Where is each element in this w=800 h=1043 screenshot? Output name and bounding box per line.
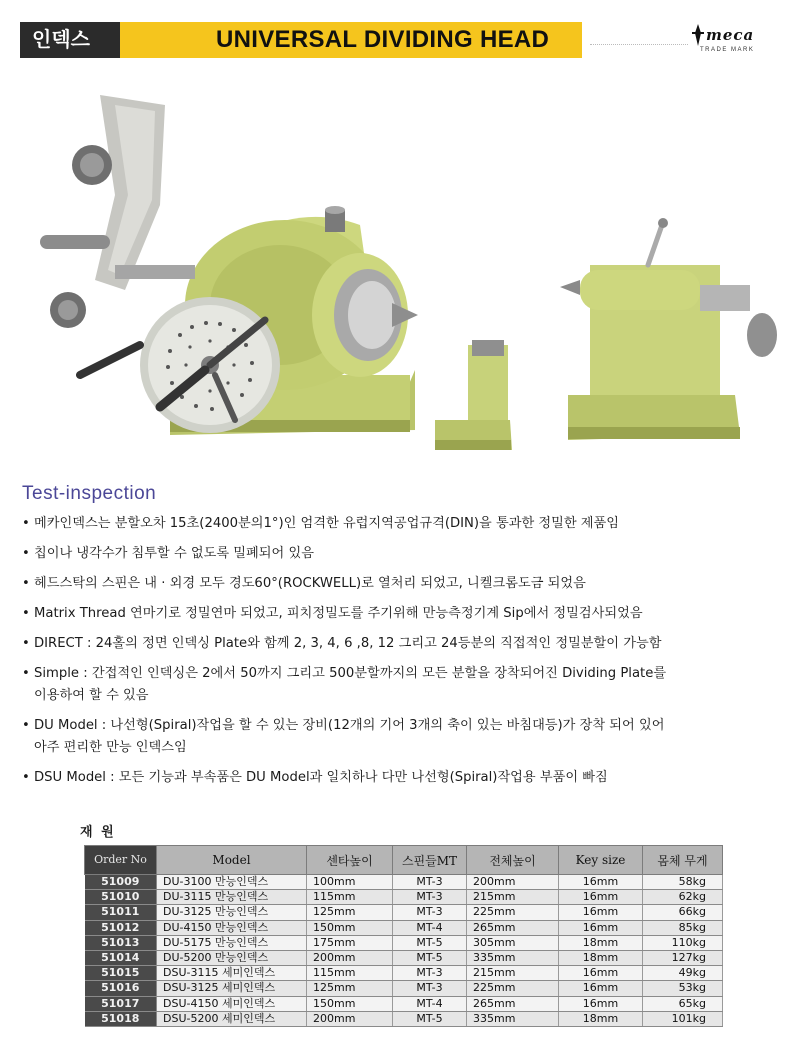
total-height-cell: 265mm xyxy=(467,996,559,1011)
list-item: • DSU Model : 모든 기능과 부속품은 DU Model과 일치하나 다만 나선형(Spiral)작업용 부품이 빠짐 xyxy=(22,767,782,789)
center-height-cell: 150mm xyxy=(307,996,393,1011)
weight-cell: 110kg xyxy=(643,935,723,950)
spindle-mt-cell: MT-4 xyxy=(393,920,467,935)
support-stand xyxy=(435,340,512,450)
list-item: • 헤드스탁의 스핀은 내 · 외경 모두 경도60°(ROCKWELL)로 열처리 되었고, 니켈크롬도금 되었음 xyxy=(22,573,782,595)
center-height-cell: 125mm xyxy=(307,905,393,920)
total-height-cell: 225mm xyxy=(467,981,559,996)
page-title: UNIVERSAL DIVIDING HEAD xyxy=(120,22,582,58)
tailstock-unit xyxy=(560,218,777,440)
spindle-mt-cell: MT-4 xyxy=(393,996,467,1011)
list-item: • 메카인덱스는 분할오차 15초(2400분의1°)인 엄격한 유럽지역공업규격(DIN)을 통과한 정밀한 제품임 xyxy=(22,513,782,535)
table-row xyxy=(85,875,723,890)
key-size-cell: 16mm xyxy=(559,905,643,920)
logo-wordmark: meca xyxy=(706,26,755,44)
total-height-cell: 215mm xyxy=(467,890,559,905)
table-row xyxy=(85,935,723,950)
model-cell: DSU-4150 세미인덱스 xyxy=(157,996,307,1011)
section-title: Test-inspection xyxy=(22,483,157,504)
weight-cell: 127kg xyxy=(643,950,723,965)
weight-cell: 101kg xyxy=(643,1011,723,1026)
specs-table xyxy=(84,845,723,1027)
header-divider xyxy=(590,44,688,45)
spindle-mt-cell: MT-5 xyxy=(393,1011,467,1026)
order-no-cell: 51012 xyxy=(85,920,157,935)
column-header-spindle-mt: 스핀들MT xyxy=(393,846,467,875)
center-height-cell: 200mm xyxy=(307,1011,393,1026)
key-size-cell: 18mm xyxy=(559,935,643,950)
weight-cell: 62kg xyxy=(643,890,723,905)
model-cell: DU-3100 만능인덱스 xyxy=(157,875,307,890)
key-size-cell: 18mm xyxy=(559,950,643,965)
list-item: • Matrix Thread 연마기로 정밀연마 되었고, 피치정밀도를 주기위해 만능측정기계 Sip에서 정밀검사되었음 xyxy=(22,603,782,625)
spindle-mt-cell: MT-3 xyxy=(393,905,467,920)
page-header xyxy=(20,22,582,87)
specs-heading: 재 원 xyxy=(80,825,116,840)
key-size-cell: 16mm xyxy=(559,890,643,905)
table-row xyxy=(85,966,723,981)
logo-pen-icon xyxy=(690,24,706,46)
order-no-cell: 51017 xyxy=(85,996,157,1011)
list-item: • Simple : 간접적인 인덱싱은 2에서 50까지 그리고 500분할까지의 모든 분할을 장착되어진 Dividing Plate를 이용하여 할 수 있음 xyxy=(22,663,782,707)
key-size-cell: 18mm xyxy=(559,1011,643,1026)
center-height-cell: 175mm xyxy=(307,935,393,950)
key-size-cell: 16mm xyxy=(559,966,643,981)
table-row xyxy=(85,920,723,935)
spindle-mt-cell: MT-3 xyxy=(393,981,467,996)
table-row xyxy=(85,905,723,920)
weight-cell: 49kg xyxy=(643,966,723,981)
list-item: • DIRECT : 24홀의 정면 인덱싱 Plate와 함께 2, 3, 4, 6 ,8, 12 그리고 24등분의 직접적인 정밀분할이 가능함 xyxy=(22,633,782,655)
order-no-cell: 51013 xyxy=(85,935,157,950)
feature-list xyxy=(22,513,782,797)
model-cell: DSU-5200 세미인덱스 xyxy=(157,1011,307,1026)
order-no-cell: 51015 xyxy=(85,966,157,981)
total-height-cell: 215mm xyxy=(467,966,559,981)
weight-cell: 53kg xyxy=(643,981,723,996)
model-cell: DU-3115 만능인덱스 xyxy=(157,890,307,905)
total-height-cell: 265mm xyxy=(467,920,559,935)
product-photo xyxy=(20,75,780,475)
order-no-cell: 51009 xyxy=(85,875,157,890)
category-tag: 인덱스 DU xyxy=(20,22,120,58)
center-height-cell: 125mm xyxy=(307,981,393,996)
order-no-cell: 51016 xyxy=(85,981,157,996)
weight-cell: 66kg xyxy=(643,905,723,920)
table-row xyxy=(85,981,723,996)
center-height-cell: 100mm xyxy=(307,875,393,890)
center-height-cell: 115mm xyxy=(307,966,393,981)
order-no-cell: 51011 xyxy=(85,905,157,920)
spindle-mt-cell: MT-5 xyxy=(393,935,467,950)
model-cell: DSU-3115 세미인덱스 xyxy=(157,966,307,981)
column-header-order-no: Order No xyxy=(85,846,157,875)
specs-table-body xyxy=(85,875,723,1027)
model-cell: DU-5200 만능인덱스 xyxy=(157,950,307,965)
table-row xyxy=(85,950,723,965)
key-size-cell: 16mm xyxy=(559,875,643,890)
key-size-cell: 16mm xyxy=(559,996,643,1011)
spindle-mt-cell: MT-5 xyxy=(393,950,467,965)
table-row xyxy=(85,890,723,905)
center-height-cell: 200mm xyxy=(307,950,393,965)
weight-cell: 85kg xyxy=(643,920,723,935)
order-no-cell: 51010 xyxy=(85,890,157,905)
column-header-weight: 몸체 무게 xyxy=(643,846,723,875)
list-item: • DU Model : 나선형(Spiral)작업을 할 수 있는 장비(12개의 기어 3개의 축이 있는 바침대등)가 장착 되어 있어 아주 편리한 만능 인덱스임 xyxy=(22,715,782,759)
table-header-row xyxy=(85,846,723,875)
model-cell: DSU-3125 세미인덱스 xyxy=(157,981,307,996)
order-no-cell: 51018 xyxy=(85,1011,157,1026)
column-header-center-height: 센타높이 xyxy=(307,846,393,875)
model-cell: DU-4150 만능인덱스 xyxy=(157,920,307,935)
center-height-cell: 150mm xyxy=(307,920,393,935)
weight-cell: 65kg xyxy=(643,996,723,1011)
column-header-model: Model xyxy=(157,846,307,875)
total-height-cell: 200mm xyxy=(467,875,559,890)
table-row xyxy=(85,1011,723,1026)
column-header-total-height: 전체높이 xyxy=(467,846,559,875)
index-plate xyxy=(140,297,280,433)
weight-cell: 58kg xyxy=(643,875,723,890)
total-height-cell: 305mm xyxy=(467,935,559,950)
brand-logo xyxy=(690,24,780,58)
center-height-cell: 115mm xyxy=(307,890,393,905)
list-item: • 칩이나 냉각수가 침투할 수 없도록 밀폐되어 있음 xyxy=(22,543,782,565)
logo-trademark: TRADE MARK xyxy=(700,47,755,53)
total-height-cell: 335mm xyxy=(467,1011,559,1026)
total-height-cell: 335mm xyxy=(467,950,559,965)
model-cell: DU-5175 만능인덱스 xyxy=(157,935,307,950)
model-cell: DU-3125 만능인덱스 xyxy=(157,905,307,920)
spindle-mt-cell: MT-3 xyxy=(393,966,467,981)
key-size-cell: 16mm xyxy=(559,920,643,935)
table-row xyxy=(85,996,723,1011)
spindle-mt-cell: MT-3 xyxy=(393,890,467,905)
total-height-cell: 225mm xyxy=(467,905,559,920)
spindle-mt-cell: MT-3 xyxy=(393,875,467,890)
key-size-cell: 16mm xyxy=(559,981,643,996)
order-no-cell: 51014 xyxy=(85,950,157,965)
column-header-key-size: Key size xyxy=(559,846,643,875)
